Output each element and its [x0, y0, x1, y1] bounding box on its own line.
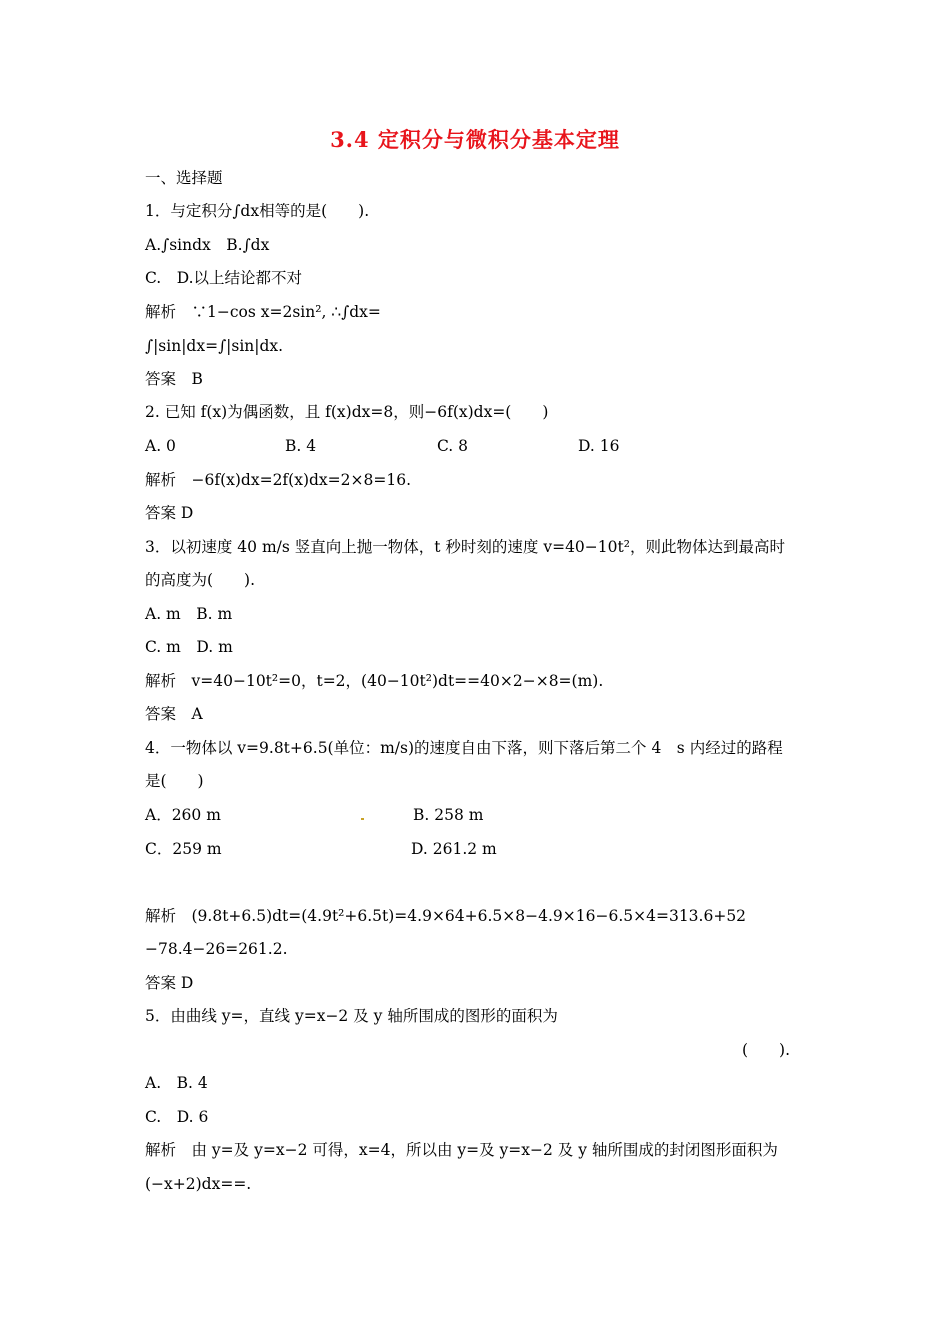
- q4-solution-line1: 解析 (9.8t+6.5)dt=(4.9t²+6.5t)=4.9×64+6.5×8−4.9×16−6.5×4=313.6+52: [145, 907, 747, 925]
- q3-answer: 答案 A: [145, 705, 203, 723]
- q2-answer: 答案 D: [145, 504, 194, 522]
- q2-option-d: D. 16: [578, 437, 620, 455]
- q5-solution-line1: 解析 由 y=及 y=x−2 可得，x=4，所以由 y=及 y=x−2 及 y 轴所围成的封闭图形面积为: [145, 1141, 778, 1159]
- q5-solution-line2: (−x+2)dx==.: [145, 1175, 252, 1193]
- q1-stem: 1．与定积分∫dx相等的是( ).: [145, 202, 370, 220]
- q2-stem: 2. 已知 f(x)为偶函数，且 f(x)dx=8，则−6f(x)dx=( ): [145, 403, 549, 421]
- q3-stem-line2: 的高度为( ).: [145, 571, 256, 589]
- q2-option-a: A. 0: [145, 437, 176, 455]
- page-title: 3.4 定积分与微积分基本定理: [330, 127, 620, 152]
- q5-options-cd: C. D. 6: [145, 1108, 209, 1126]
- q1-solution-line1: 解析 ∵1−cos x=2sin², ∴∫dx=: [145, 303, 381, 321]
- q5-stem: 5．由曲线 y=，直线 y=x−2 及 y 轴所围成的图形的面积为: [145, 1007, 558, 1025]
- q1-options-cd: C. D.以上结论都不对: [145, 269, 303, 287]
- q2-option-c: C. 8: [437, 437, 469, 455]
- stray-mark: [361, 818, 364, 820]
- q4-option-d: D. 261.2 m: [411, 840, 497, 858]
- q3-options-cd: C. m D. m: [145, 638, 233, 656]
- q2-solution: 解析 −6f(x)dx=2f(x)dx=2×8=16.: [145, 471, 412, 489]
- q4-stem-line2: 是( ): [145, 772, 204, 790]
- q3-options-ab: A. m B. m: [145, 605, 233, 623]
- q2-option-b: B. 4: [285, 437, 317, 455]
- q3-stem-line1: 3．以初速度 40 m/s 竖直向上抛一物体，t 秒时刻的速度 v=40−10t²，则此物体达到最高时: [145, 538, 785, 556]
- q3-solution: 解析 v=40−10t²=0，t=2，(40−10t²)dt==40×2−×8=(m).: [145, 672, 604, 690]
- section-heading: 一、选择题: [145, 169, 223, 187]
- q4-stem-line1: 4．一物体以 v=9.8t+6.5(单位：m/s)的速度自由下落，则下落后第二个 4 s 内经过的路程: [145, 739, 783, 757]
- q4-option-b: B. 258 m: [413, 806, 484, 824]
- q1-answer: 答案 B: [145, 370, 203, 388]
- q1-solution-line2: ∫|sin|dx=∫|sin|dx.: [145, 337, 284, 355]
- q1-options-ab: A.∫sindx B.∫dx: [145, 236, 270, 254]
- q5-options-ab: A. B. 4: [145, 1074, 208, 1092]
- q4-option-c: C．259 m: [145, 840, 222, 858]
- q4-solution-line2: −78.4−26=261.2.: [145, 940, 288, 958]
- q5-answer-blank: ( ).: [742, 1041, 791, 1059]
- q4-answer: 答案 D: [145, 974, 194, 992]
- q4-option-a: A．260 m: [145, 806, 221, 824]
